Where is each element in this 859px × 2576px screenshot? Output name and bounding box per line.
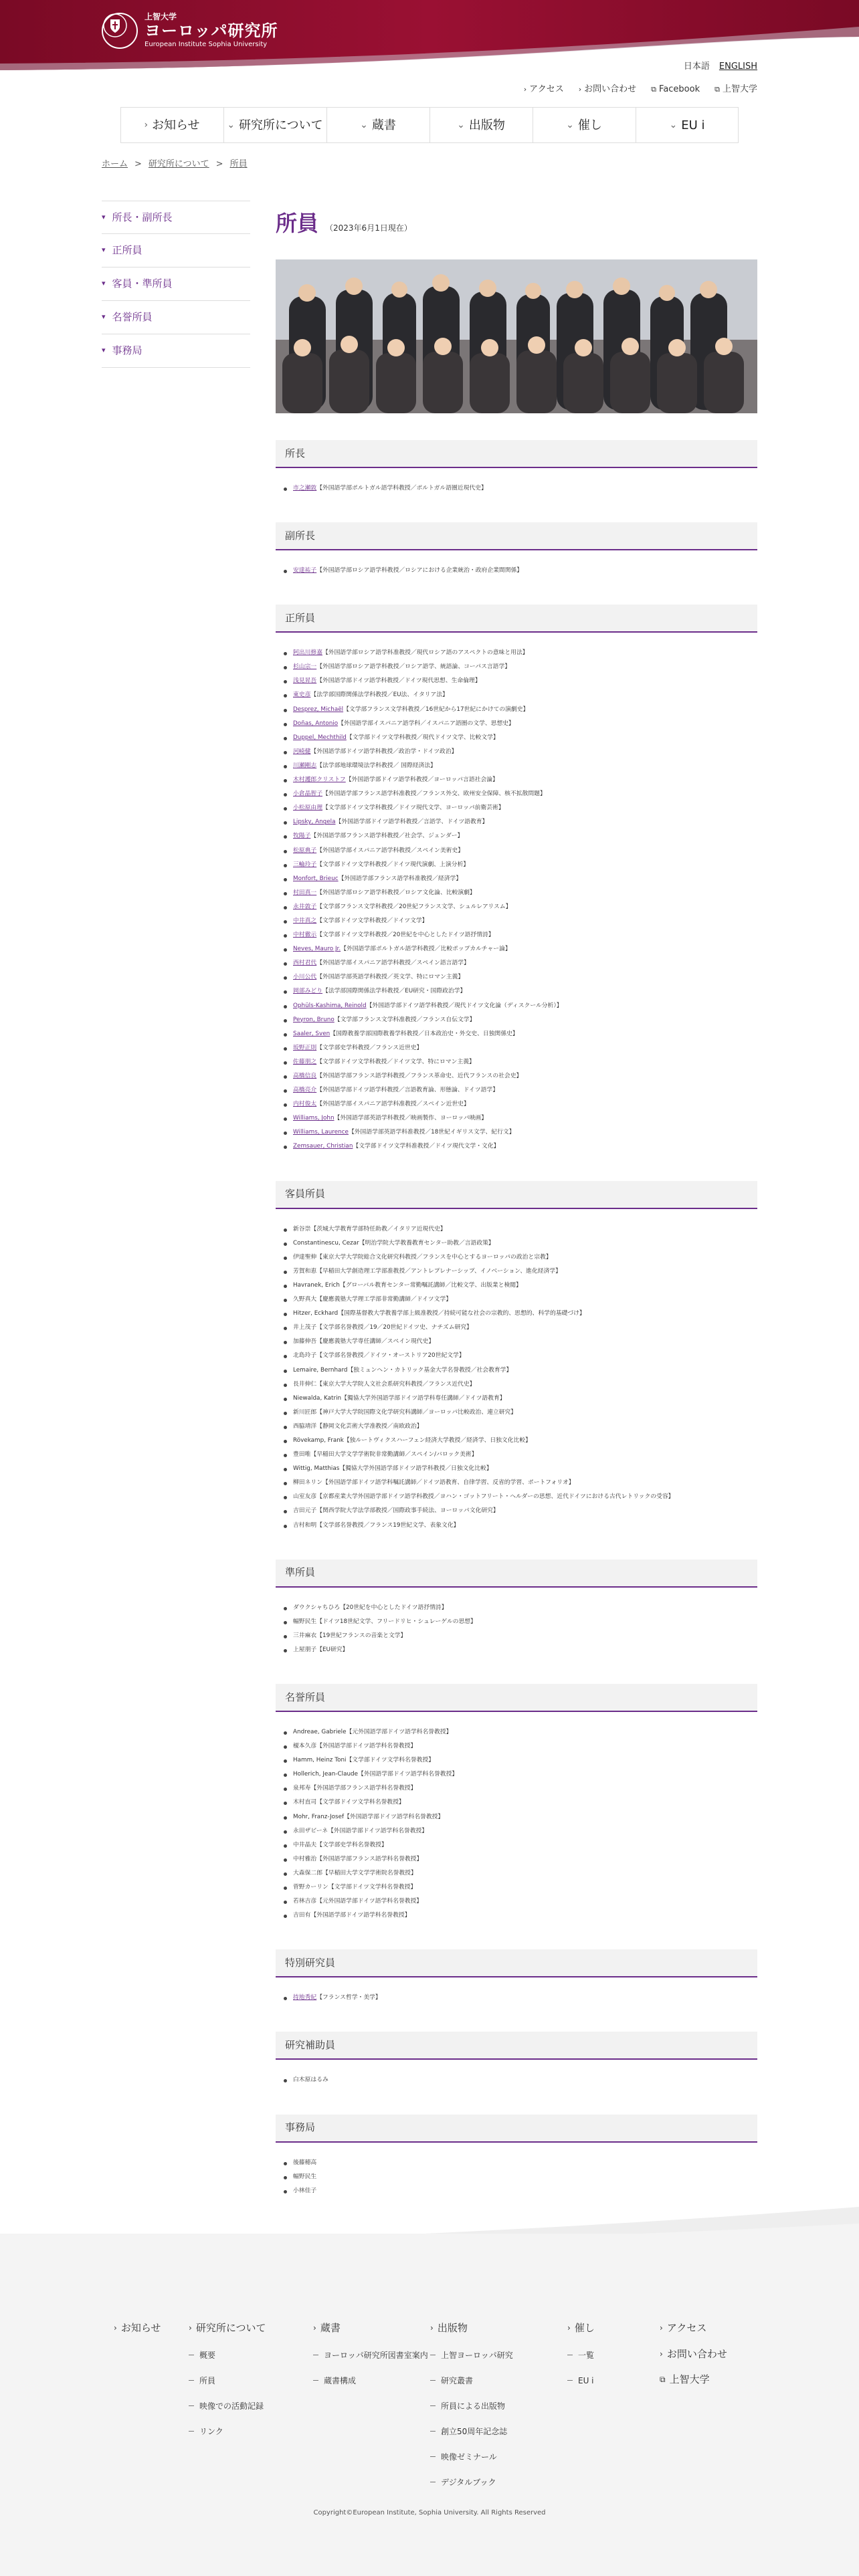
chevron-right-icon: ›: [660, 2323, 663, 2333]
member-description: 【外国語学部ロシア語学科准教授／現代ロシア語のアスペクトの意味と用法】: [322, 649, 529, 657]
nav-library[interactable]: ⌄ 蔵書: [326, 108, 430, 142]
member-name-link[interactable]: Williams, Laurence: [293, 1129, 349, 1136]
member-name-link[interactable]: Williams, John: [293, 1115, 335, 1122]
member-name-link[interactable]: 永井敦子: [293, 903, 317, 910]
member-item: 榎本久彦【外国語学部ドイツ語学科名誉教授】: [284, 1739, 757, 1753]
member-item: [284, 1111, 757, 1125]
member-description: 【外国語学部英語学科教授／映画製作、ヨーロッパ映画】: [334, 1115, 488, 1122]
member-item: [284, 1083, 757, 1097]
footer-nav: [114, 2321, 753, 2488]
member-name-link[interactable]: Lipsky, Angela: [293, 819, 336, 826]
member-item: [284, 844, 757, 858]
footer-sublink[interactable]: 概要: [189, 2349, 313, 2361]
chevron-down-icon: ▾: [102, 346, 106, 355]
member-item: [284, 956, 757, 970]
member-description: 【法学部国際関係法学科教授／EU法、イタリア法】: [310, 691, 448, 699]
site-logo[interactable]: [102, 12, 278, 49]
utility-links: [524, 83, 757, 96]
member-item: 永田ザビーネ【外国語学部ドイツ語学科名誉教授】: [284, 1824, 757, 1838]
member-item: 吉田元子【関西学院大学法学部教授／国際政事手続法、ヨーロッパ文化研究】: [284, 1504, 757, 1518]
member-item: [284, 872, 757, 886]
member-item: [284, 731, 757, 745]
footer-sublink[interactable]: デジタルブック: [430, 2476, 567, 2488]
footer-col-events: [567, 2321, 660, 2488]
member-name-link[interactable]: 三輪玲子: [293, 861, 317, 868]
member-description: 【文学部ドイツ文学科教授／ドイツ現代文学、ヨーロッパ前衛芸術】: [322, 804, 504, 812]
member-item: [284, 660, 757, 674]
member-item: Constantinescu, Cezar【明治学院大学教養教育センター助教／言語政策】: [284, 1237, 757, 1251]
member-description: 【文学部ドイツ文学科教授／ドイツ文学】: [316, 917, 428, 924]
footer-col-news: [114, 2321, 189, 2488]
member-item: 幅野民生: [284, 2170, 757, 2184]
section-heading-director: 所長: [276, 440, 757, 468]
member-description: 【外国語学部ドイツ語学科教授／ヨーロッパ言語社会論】: [345, 776, 498, 784]
logo-name-en: European Institute Sophia University: [145, 41, 268, 49]
member-item: ダウクシャちひろ【20世紀を中心としたドイツ語抒情詩】: [284, 1601, 757, 1615]
member-name-link[interactable]: 阿出川修嘉: [293, 649, 322, 657]
breadcrumb-separator: >: [134, 159, 142, 169]
member-item: 伊達聖伸【東京大学大学院総合文化研究科教授／フランスを中心とするヨーロッパの政治と宗教】: [284, 1251, 757, 1265]
regular-members-list: [276, 646, 757, 1154]
member-name-link[interactable]: Peyron, Bruno: [293, 1016, 335, 1023]
member-item: 菅野カーリン【文学部ドイツ文学科名誉教授】: [284, 1881, 757, 1895]
footer-col-about: [189, 2321, 313, 2488]
member-name-link[interactable]: 中井真之: [293, 917, 317, 924]
footer-sublink[interactable]: 蔵書構成: [313, 2375, 430, 2387]
member-item: 小林佳子: [284, 2184, 757, 2198]
footer-link-about[interactable]: › 研究所について: [189, 2322, 266, 2334]
access-link[interactable]: › アクセス: [523, 84, 564, 94]
member-item: [284, 1041, 757, 1055]
chevron-right-icon: ›: [114, 2323, 117, 2333]
nav-eui[interactable]: ⌄ EU i: [636, 108, 739, 142]
member-name-link[interactable]: 小松原由理: [293, 804, 322, 812]
member-item: 白木原はるみ: [284, 2073, 757, 2087]
member-name-link[interactable]: 小川公代: [293, 974, 317, 981]
member-name-link[interactable]: Saaler, Sven: [293, 1030, 330, 1037]
member-name-link[interactable]: 小倉晶智子: [293, 790, 322, 798]
member-item: [284, 815, 757, 829]
footer-link-news[interactable]: › お知らせ: [114, 2322, 161, 2334]
chevron-right-icon: ›: [313, 2323, 316, 2333]
footer-link-access[interactable]: › アクセス: [660, 2322, 707, 2334]
footer-sublink[interactable]: EU i: [567, 2375, 660, 2387]
member-description: 【外国語学部ロシア語学科教授／ロシア文化論、比較演劇】: [316, 889, 476, 896]
section-heading-vice-director: 副所長: [276, 522, 757, 550]
footer-link-contact[interactable]: › お問い合わせ: [660, 2347, 727, 2360]
chevron-down-icon: ⌄: [360, 119, 368, 130]
member-item: Niewalda, Katrin【獨協大学外国語学部ドイツ語学科専任講師／ドイツ語教育】: [284, 1392, 757, 1406]
sophia-link[interactable]: ⧉ 上智大学: [714, 84, 757, 94]
member-item: 泉邦寿【外国語学部フランス語学科名誉教授】: [284, 1782, 757, 1796]
director-list: [276, 481, 757, 496]
member-description: 【外国語学部ドイツ語学科教授／言語教育論、形態論、ドイツ語学】: [316, 1087, 499, 1094]
nav-about[interactable]: ⌄ 研究所について: [223, 108, 326, 142]
footer-sublink[interactable]: 研究叢書: [430, 2375, 567, 2387]
member-name-link[interactable]: 佐藤朋之: [293, 1058, 317, 1065]
member-item: 後藤穂高: [284, 2156, 757, 2170]
footer-col-access: [660, 2321, 753, 2488]
member-item: 長井伸仁【東京大学大学院人文社会系研究科教授／フランス近代史】: [284, 1378, 757, 1392]
breadcrumb: [102, 158, 248, 171]
associate-members-list: [276, 1601, 757, 1657]
member-item: [284, 886, 757, 900]
member-description: 【外国語学部フランス語学科教授／フランス革命史、近代フランスの社会史】: [316, 1073, 522, 1079]
member-description: 【文学部フランス文学科准教授／フランス自伝文学】: [334, 1016, 476, 1023]
member-name-link[interactable]: 河崎健: [293, 748, 311, 755]
member-description: 【文学部ドイツ文学科教授／20世紀を中心としたドイツ語抒情詩】: [316, 932, 494, 939]
footer-sublink[interactable]: 映像ゼミナール: [430, 2451, 567, 2463]
nav-publications[interactable]: ⌄ 出版物: [430, 108, 533, 142]
member-name-link[interactable]: 持地秀紀: [293, 1994, 317, 2002]
member-item: [284, 1055, 757, 1069]
member-description: 【外国語学部ロシア語学科教授／ロシア語学、統語論、コーパス言語学】: [316, 663, 511, 671]
member-description: 【法学部地球環境法学科教授／ 国際経済法】: [316, 762, 436, 769]
footer-link-events[interactable]: › 催し: [567, 2322, 595, 2334]
member-item: [284, 928, 757, 942]
sidebar-item-guest[interactable]: ▾ 客員・準所員: [102, 267, 250, 301]
office-staff-list: [276, 2156, 757, 2198]
member-name-link[interactable]: 浅見昇吾: [293, 677, 317, 685]
member-item: 中井晶夫【文学部史学科名誉教授】: [284, 1838, 757, 1852]
member-name-link[interactable]: 坂野正則: [293, 1044, 317, 1051]
footer-sublink[interactable]: ヨーロッパ研究所図書室案内: [313, 2349, 430, 2361]
member-name-link[interactable]: 川瀬剛志: [293, 762, 317, 769]
university-seal-icon: [102, 13, 138, 49]
external-link-icon: ⧉: [651, 85, 657, 94]
member-description: 【外国語学部フランス語学科准教授／経済学】: [338, 875, 462, 882]
member-item: [284, 900, 757, 914]
footer-sublink[interactable]: 創立50周年記念誌: [430, 2426, 567, 2438]
member-item: 中村雅治【外国語学部フランス語学科名誉教授】: [284, 1852, 757, 1866]
lang-en-link[interactable]: ENGLISH: [719, 62, 757, 72]
member-description: 【文学部ドイツ文学科教授／ドイツ文学、特にロマン主義】: [316, 1058, 475, 1065]
chevron-right-icon: ›: [189, 2323, 192, 2333]
vice-director-list: [276, 564, 757, 578]
member-item: 北島玲子【文学部名誉教授／ドイツ・オーストリア20世紀文学】: [284, 1349, 757, 1363]
logo-name-ja: ヨーロッパ研究所: [145, 21, 278, 41]
member-item: 大森保二郎【早稲田大学文学学術院名誉教授】: [284, 1866, 757, 1881]
member-item: [284, 717, 757, 731]
section-heading-regular: 正所員: [276, 605, 757, 633]
member-description: 【外国語学部ドイツ語学科教授／言語学、ドイツ語教育】: [335, 819, 488, 826]
member-name-link[interactable]: Zemsauer, Christian: [293, 1143, 353, 1150]
member-item: 吉田有【外国語学部ドイツ語学科名誉教授】: [284, 1909, 757, 1923]
chevron-down-icon: ▾: [102, 279, 106, 288]
member-item: 豊田唯【早稲田大学文学学術院非常勤講師／スペイン/バロック美術】: [284, 1448, 757, 1462]
chevron-down-icon: ⌄: [669, 119, 678, 130]
group-photo: [276, 259, 757, 413]
lang-ja-link[interactable]: 日本語: [683, 62, 710, 72]
chevron-right-icon: ›: [430, 2323, 434, 2333]
footer-sublink[interactable]: 所員による出版物: [430, 2400, 567, 2412]
member-item: [284, 829, 757, 843]
member-description: 【文学部フランス文学科教授／20世紀フランス文学、シュルレアリスム】: [316, 903, 512, 910]
section-heading-office: 事務局: [276, 2115, 757, 2143]
member-item: [284, 745, 757, 759]
sidebar-item-director[interactable]: ▾ 所長・副所長: [102, 201, 250, 234]
member-item: [284, 646, 757, 660]
member-description: 【文学部ドイツ文学科教授／ドイツ現代演劇、上演分析】: [316, 861, 470, 868]
global-nav: [120, 107, 739, 143]
footer-sublink[interactable]: 所員: [189, 2375, 313, 2387]
member-item: [284, 564, 757, 578]
member-description: 【外国語学部ポルトガル語学科教授／ポルトガル語圏近現代史】: [316, 485, 487, 492]
footer-col-publications: [430, 2321, 567, 2488]
member-name-link[interactable]: Duppel, Mechthild: [293, 734, 347, 741]
member-description: 【外国語学部イスパニア語学科准教授／スペイン近世史】: [316, 1101, 470, 1108]
member-item: [284, 858, 757, 872]
member-item: 三井麻衣【19世紀フランスの音楽と文学】: [284, 1629, 757, 1643]
member-name-link[interactable]: 木村護郎クリストフ: [293, 776, 346, 784]
member-item: Havranek, Erich【グローバル教育センター常勤嘱託講師／比較文学、出版業と検閲】: [284, 1279, 757, 1293]
member-item: 幅野民生【ドイツ18世紀文学、フリードリヒ・シュレーゲルの思想】: [284, 1615, 757, 1629]
member-name-link[interactable]: 牧陽子: [293, 833, 311, 840]
member-name-link[interactable]: 西村君代: [293, 960, 317, 967]
member-description: 【文学部史学科教授／フランス近世史】: [316, 1044, 423, 1051]
member-item: [284, 970, 757, 984]
footer-sublink[interactable]: 上智ヨーロッパ研究: [430, 2349, 567, 2361]
member-item: [284, 787, 757, 801]
member-name-link[interactable]: 岡部みどり: [293, 988, 322, 995]
member-item: [284, 481, 757, 496]
page-title-row: [276, 207, 757, 239]
member-item: Lemaire, Bernhard【独ミュンヘン・カトリック基金大学名誉教授／社会教育学】: [284, 1364, 757, 1378]
member-item: 久野真大【慶應義塾大学理工学部非常勤講師／ドイツ文学】: [284, 1293, 757, 1307]
emeritus-members-list: [276, 1725, 757, 1923]
breadcrumb-home[interactable]: ホーム: [102, 159, 128, 169]
member-item: [284, 1991, 757, 2005]
member-name-link[interactable]: Desprez, Michaël: [293, 706, 344, 713]
facebook-link[interactable]: ⧉ Facebook: [651, 84, 700, 94]
member-item: [284, 1027, 757, 1041]
breadcrumb-separator: >: [215, 159, 223, 169]
member-item: [284, 914, 757, 928]
member-item: [284, 1125, 757, 1140]
member-name-link[interactable]: 村田真一: [293, 889, 317, 896]
chevron-down-icon: ▾: [102, 245, 106, 255]
member-description: 【外国語学部ドイツ語学科教授／現代ドイツ文化論（ディスクール分析）】: [366, 1002, 563, 1009]
member-item: [284, 1097, 757, 1111]
member-item: [284, 1140, 757, 1154]
member-item: [284, 942, 757, 956]
special-researchers-list: [276, 1991, 757, 2005]
member-description: 【文学部ドイツ文学科教授／現代ドイツ文学、比較文学】: [346, 734, 499, 741]
section-heading-assistant: 研究補助員: [276, 2032, 757, 2060]
member-description: 【外国語学部英語学科教授／英文学、特にロマン主義】: [316, 974, 464, 981]
breadcrumb-current[interactable]: 所員: [229, 159, 248, 169]
member-item: 芳賀和恵【早稲田大学創造理工学部准教授／アントレプレナーシップ、イノベーション、進化経済学】: [284, 1265, 757, 1279]
chevron-down-icon: ⌄: [227, 119, 235, 130]
member-item: [284, 688, 757, 702]
member-item: 柳田ネリン【外国語学部ドイツ語学科嘱託講師／ドイツ語教育、自律学習、反省的学習、ポートフォリオ】: [284, 1476, 757, 1490]
chevron-down-icon: ⌄: [457, 119, 465, 130]
member-item: 新谷崇【茨城大学教育学部特任助教／イタリア近現代史】: [284, 1222, 757, 1237]
contact-link[interactable]: › お問い合わせ: [578, 84, 637, 94]
member-item: [284, 801, 757, 815]
member-description: 【文学部フランス文学科教授／16世紀から17世紀にかけての演劇史】: [343, 706, 529, 713]
footer-link-publications[interactable]: › 出版物: [430, 2322, 468, 2334]
chevron-right-icon: ›: [567, 2323, 571, 2333]
section-heading-associate: 準所員: [276, 1560, 757, 1588]
member-name-link[interactable]: Doñas, Antonio: [293, 720, 339, 727]
member-item: [284, 984, 757, 998]
member-item: Hollerich, Jean-Claude【外国語学部ドイツ語学科名誉教授】: [284, 1767, 757, 1782]
member-description: 【外国語学部フランス語学科准教授／フランス外交、欧州安全保障、核不拡散問題】: [322, 790, 546, 798]
footer-sublink[interactable]: 一覧: [567, 2349, 660, 2361]
sidebar-item-office[interactable]: ▾ 事務局: [102, 334, 250, 368]
footer-col-library: [313, 2321, 430, 2488]
member-item: Wittig, Matthias【獨協大学外国語学部ドイツ語学科教授／日独文化比較】: [284, 1462, 757, 1476]
external-link-icon: ⧉: [660, 2375, 666, 2385]
member-item: 井上茂子【文学部名誉教授／19／20世紀ドイツ史、ナチズム研究】: [284, 1321, 757, 1335]
footer-link-sophia[interactable]: ⧉ 上智大学: [660, 2373, 710, 2385]
member-item: 木村直司【文学部ドイツ文学科名誉教授】: [284, 1796, 757, 1810]
section-heading-guest: 客員所員: [276, 1181, 757, 1209]
member-description: 【外国語学部ポルトガル語学科教授／比較ポップカルチャー論】: [341, 946, 511, 953]
member-item: 山室友彦【京都産業大学外国語学部ドイツ語学科教授／ヨハン・ゴットフリート・ヘルダーの思想、近代ドイツにおける古代レトリックの受容】: [284, 1490, 757, 1504]
chevron-right-icon: ›: [660, 2349, 663, 2359]
member-description: 【外国語学部イスパニア語学科教授／スペイン語言語学】: [316, 960, 470, 967]
member-item: 若林吉彦【元外国語学部ドイツ語学科名誉教授】: [284, 1895, 757, 1909]
member-item: [284, 1013, 757, 1027]
page-date: （2023年6月1日現在）: [325, 223, 412, 233]
member-name-link[interactable]: Monfort, Brieuc: [293, 875, 339, 882]
member-item: Hamm, Heinz Toni【文学部ドイツ文学科名誉教授】: [284, 1753, 757, 1767]
chevron-down-icon: ▾: [102, 212, 106, 221]
section-heading-emeritus: 名誉所員: [276, 1684, 757, 1712]
nav-news[interactable]: › お知らせ: [120, 108, 223, 142]
nav-events[interactable]: ⌄ 催し: [533, 108, 636, 142]
member-description: 【法学部国際関係法学科教授／EU研究・国際政治学】: [322, 988, 466, 995]
member-item: [284, 1069, 757, 1083]
member-name-link[interactable]: Ophüls-Kashima, Reinold: [293, 1002, 367, 1009]
external-link-icon: ⧉: [714, 85, 720, 94]
member-name-link[interactable]: 安達祐子: [293, 567, 317, 574]
member-item: [284, 773, 757, 787]
member-name-link[interactable]: 松原典子: [293, 847, 317, 854]
member-item: 加藤伸吾【慶應義塾大学専任講師／スペイン現代史】: [284, 1335, 757, 1349]
member-name-link[interactable]: 杉山宗一: [293, 663, 317, 671]
member-name-link[interactable]: 内村俊太: [293, 1101, 317, 1108]
guest-members-list: [276, 1222, 757, 1533]
footer-link-library[interactable]: › 蔵書: [313, 2322, 341, 2334]
member-name-link[interactable]: 市之瀬敦: [293, 485, 317, 492]
footer-sublink[interactable]: リンク: [189, 2426, 313, 2438]
member-description: 【外国語学部イスパニア語学科教授／スペイン美術史】: [316, 847, 464, 854]
language-switch: [684, 60, 757, 74]
research-assistants-list: [276, 2073, 757, 2087]
member-name-link[interactable]: 中村徹示: [293, 932, 317, 939]
member-description: 【外国語学部ドイツ語学科教授／政治学・ドイツ政治】: [310, 748, 458, 755]
member-item: 新川匠郎【神戸大学大学院国際文化学研究科講師／ヨーロッパ比較政治、連立研究】: [284, 1406, 757, 1420]
breadcrumb-about[interactable]: 研究所について: [148, 159, 209, 169]
chevron-right-icon: ›: [144, 119, 149, 130]
member-description: 【外国語学部ロシア語学科教授／ロシアにおける企業統治・政府企業間関係】: [316, 567, 523, 574]
member-name-link[interactable]: 東史彦: [293, 691, 311, 699]
chevron-right-icon: ›: [578, 85, 582, 94]
sidebar: [102, 201, 250, 368]
member-name-link[interactable]: 高橋信良: [293, 1073, 317, 1079]
chevron-down-icon: ⌄: [566, 119, 574, 130]
footer-sublink[interactable]: 映像での活動記録: [189, 2400, 313, 2412]
member-item: [284, 674, 757, 688]
member-description: 【国際教養学部国際教養学科教授／日本政治史・外交史、日独関係史】: [330, 1030, 518, 1037]
logo-university: 上智大学: [145, 12, 177, 21]
member-item: [284, 999, 757, 1013]
member-item: 上屋朋子【EU研究】: [284, 1643, 757, 1657]
section-heading-special: 特別研究員: [276, 1949, 757, 1977]
page-title: 所員: [276, 211, 319, 236]
member-description: 【フランス哲学・美学】: [316, 1994, 381, 2002]
member-item: Mohr, Franz-Josef【外国語学部ドイツ語学科名誉教授】: [284, 1810, 757, 1824]
member-item: Hitzer, Eckhard【国際基督教大学教養学部上級准教授／持続可能な社会の宗教的、思想的、科学的基礎づけ】: [284, 1307, 757, 1321]
member-description: 【外国語学部イスパニア語学科／イスパニア語圏の文学、思想史】: [338, 720, 514, 727]
sidebar-item-regular[interactable]: ▾ 正所員: [102, 234, 250, 267]
member-name-link[interactable]: Neves, Mauro Jr.: [293, 946, 341, 953]
copyright: Copyright©European Institute, Sophia University. All Rights Reserved: [313, 2509, 546, 2516]
member-description: 【外国語学部英語学科准教授／18世紀イギリス文学、紀行文】: [348, 1129, 515, 1136]
group-photo-image: [276, 259, 757, 413]
chevron-right-icon: ›: [523, 85, 527, 94]
member-item: 西脇靖洋【静岡文化芸術大学准教授／南欧政治】: [284, 1420, 757, 1434]
member-description: 【外国語学部ドイツ語学科教授／ドイツ現代思想、生命倫理】: [316, 677, 481, 685]
member-item: Rövekamp, Frank【独ルートヴィクスハーフェン経済大学教授／経済学、日独文化比較】: [284, 1434, 757, 1448]
member-item: [284, 703, 757, 717]
member-item: 吉村和明【文学部名誉教授／フランス19世紀文学、表象文化】: [284, 1519, 757, 1533]
member-name-link[interactable]: 高橋亮介: [293, 1087, 317, 1094]
member-description: 【外国語学部フランス語学科教授／社会学、ジェンダー】: [310, 833, 464, 840]
member-item: Andreae, Gabriele【元外国語学部ドイツ語学科名誉教授】: [284, 1725, 757, 1739]
main-content: [276, 201, 757, 2198]
chevron-down-icon: ▾: [102, 312, 106, 322]
sidebar-item-emeritus[interactable]: ▾ 名誉所員: [102, 301, 250, 334]
member-description: 【文学部ドイツ文学科准教授／ドイツ現代文学・文化】: [353, 1143, 500, 1150]
member-item: [284, 759, 757, 773]
